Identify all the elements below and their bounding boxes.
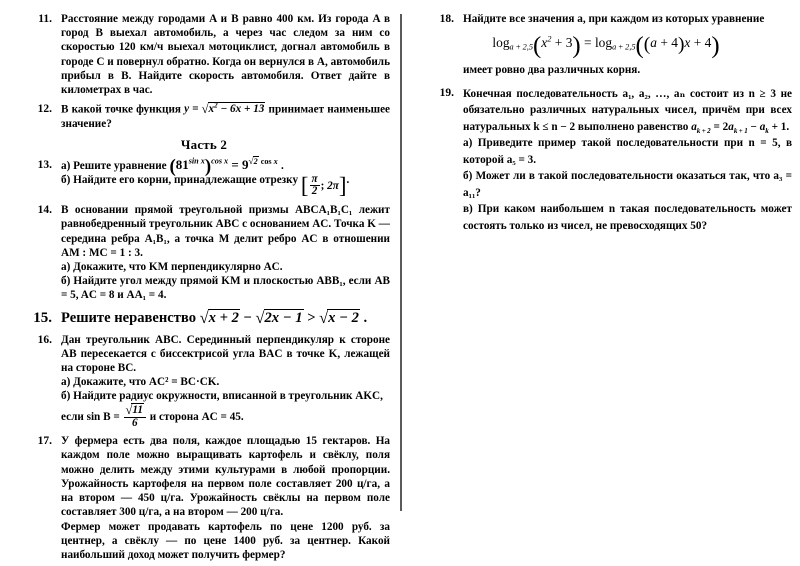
problem-14-text: В основании прямой треугольной призмы ABCA₁B₁C₁ лежит равнобедренный треугольник ABC с основанием AC. Точка K — середина ребра A₁B₁, а точка M делит ребро AC в отношении AM : MC = 1 : 3.	[61, 204, 390, 259]
problem-13-interval: [ $\frac{\pi}{2}$ ; 2π]	[300, 172, 347, 198]
problem-14-number: 14.	[37, 204, 52, 217]
problem-14	[18, 203, 390, 302]
part-2-heading: Часть 2	[180, 136, 228, 152]
problem-18-number: 18.	[439, 13, 454, 25]
problem-14-part-b: б) Найдите угол между прямой KM и плоскостью ABB₁, если AB = 5, AC = 8 и AA₁ = 4.	[61, 275, 390, 302]
problem-11-body	[61, 12, 390, 97]
problem-14-body	[61, 203, 390, 302]
problem-12-tail: принимает наименьшее значение?	[61, 103, 391, 130]
problem-16-part-b-lead: б) Найдите радиус окружности, вписанной в треугольник AKC,	[61, 390, 383, 403]
problem-16-part-b-tail	[61, 404, 390, 430]
problem-19-lead-text: Конечная последовательность a₁, a₂, …, aₙ состоит из n ≥ 3 не обязательно различных натуральных чисел, причём при всех натуральных k ≤ n − 2 выполнено равенство	[463, 87, 792, 133]
problem-19-part-c: в) При каком наибольшем n такая последовательность может состоять только из чисел, не превосходящих 50?	[463, 203, 792, 232]
column-divider	[400, 14, 402, 511]
problem-18-tail: имеет ровно два различных корня.	[463, 63, 641, 76]
problem-17-text: У фермера есть два поля, каждое площадью 15 гектаров. На каждом поле можно выращивать картофель и свёклу, поля можно делить между этими культурами в любой пропорции. Урожайность картофеля на первом поле составляет 200 ц/га, а на втором — 450 ц/га. Урожайность свёклы на первом поле составляет 300 ц/га, а на втором — 200 ц/га.	[61, 435, 390, 519]
problem-17-number: 17.	[37, 435, 52, 448]
problem-19-recurrence: $a_{k + 2} = 2a_{k + 1} - a_k + 1$	[691, 120, 787, 135]
problem-18-body	[463, 12, 792, 26]
problem-12-body	[61, 102, 390, 131]
problem-15-text: Решите неравенство √x + 2 − √2x − 1 > √x − 2 .	[61, 307, 368, 327]
problem-16-body	[61, 333, 390, 430]
problem-15-body	[61, 308, 390, 328]
problem-17	[18, 434, 390, 562]
problem-13	[18, 155, 390, 198]
problem-15	[18, 308, 390, 328]
left-column	[18, 0, 390, 566]
problem-16-tail: и сторона AC = 45.	[149, 410, 244, 423]
problem-19-part-a: а) Приведите пример такой последовательности при n = 5, в которой a₅ = 3.	[463, 137, 792, 166]
problem-13-part-b-lead: б) Найдите его корни, принадлежащие отрезку	[61, 174, 299, 187]
problem-11-number: 11.	[38, 13, 52, 25]
problem-11-text: Расстояние между городами A и B равно 400 км. Из города A в город B выехал автомобиль, а через час следом за ним со скоростью 120 км/ч выехал мотоциклист, догнал автомобиль в городе C и повернул обратно. Когда он вернулся в A, автомобиль прибыл в B. Найдите скорость автомобиля. Ответ дайте в километрах в час.	[61, 13, 390, 97]
problem-19-number: 19.	[439, 86, 454, 99]
problem-14-part-a: а) Докажите, что KM перпендикулярно AC.	[61, 260, 283, 273]
problem-19	[420, 86, 792, 235]
problem-13-part-a-lead: а) Решите уравнение	[61, 159, 167, 172]
problem-13-equation: $(81^{sin x})^{cos x} = 9^{√2 cos x}$	[169, 155, 278, 177]
problem-19-body	[463, 86, 792, 235]
problem-13-number: 13.	[37, 158, 52, 171]
problem-17-body	[61, 434, 390, 562]
problem-18-equation: $\log a + 2,5(x^2 + 3) = \log a + 2,5((a + 4)x + 4)$	[492, 31, 720, 59]
problem-16-part-a: а) Докажите, что AC² = BC·CK.	[61, 376, 220, 389]
problem-16-sin-lead: если sin B =	[61, 410, 120, 423]
problem-16	[18, 333, 390, 430]
problem-15-number: 15.	[33, 309, 52, 326]
problem-16-number: 16.	[37, 333, 52, 346]
problem-12-formula: $y = √x^2 - 6x + 13$	[184, 101, 265, 117]
problem-17-text-2: Фермер может продавать картофель по цене 1200 руб. за центнер, а свёклу — по цене 1400 руб. за центнер. Какой наибольший доход может получить фермер?	[61, 520, 390, 561]
problem-18	[420, 12, 792, 26]
problem-18-tail-body	[463, 63, 792, 77]
problem-15-lead: Решите неравенство	[61, 309, 197, 326]
problem-19-lead: Конечная последовательность a₁, a₂, …, aₙ состоит из n ≥ 3 не обязательно различных натуральных чисел, причём при всех натуральных k ≤ n − 2 выполнено равенство $a_{k + 2} = 2a_{k + 1} - a_k + 1$.	[463, 87, 792, 135]
problem-12	[18, 102, 390, 131]
right-column	[420, 0, 792, 239]
problem-16-text: Дан треугольник ABC. Серединный перпендикуляр к стороне AB пересекается с биссектрисой угла BAC в точке K, лежащей на стороне BC.	[61, 333, 390, 374]
problem-13-part-a: а) Решите уравнение $(81^{sin x})^{cos x} = 9^{√2 cos x}$ .	[61, 155, 284, 177]
problem-18-tail-row	[420, 63, 792, 77]
problem-15-inequality: √x + 2 − √2x − 1 > √x − 2	[199, 307, 359, 327]
problem-12-text	[61, 102, 390, 131]
problem-16-part-b	[61, 389, 390, 403]
problem-19-part-b: б) Может ли в такой последовательности оказаться так, что a₃ = a₁₁?	[463, 170, 792, 199]
problem-16-fraction: $\frac{√11}{6}$	[124, 404, 146, 430]
problem-13-body	[61, 155, 390, 198]
problem-12-number: 12.	[37, 103, 52, 116]
problem-11	[18, 12, 390, 97]
problem-18-lead: Найдите все значения a, при каждом из которых уравнение	[463, 13, 765, 25]
problem-13-part-b: б) Найдите его корни, принадлежащие отрезку [ $\frac{\pi}{2}$ ; 2π].	[61, 172, 350, 198]
problem-12-lead: В какой точке функция	[61, 103, 181, 116]
